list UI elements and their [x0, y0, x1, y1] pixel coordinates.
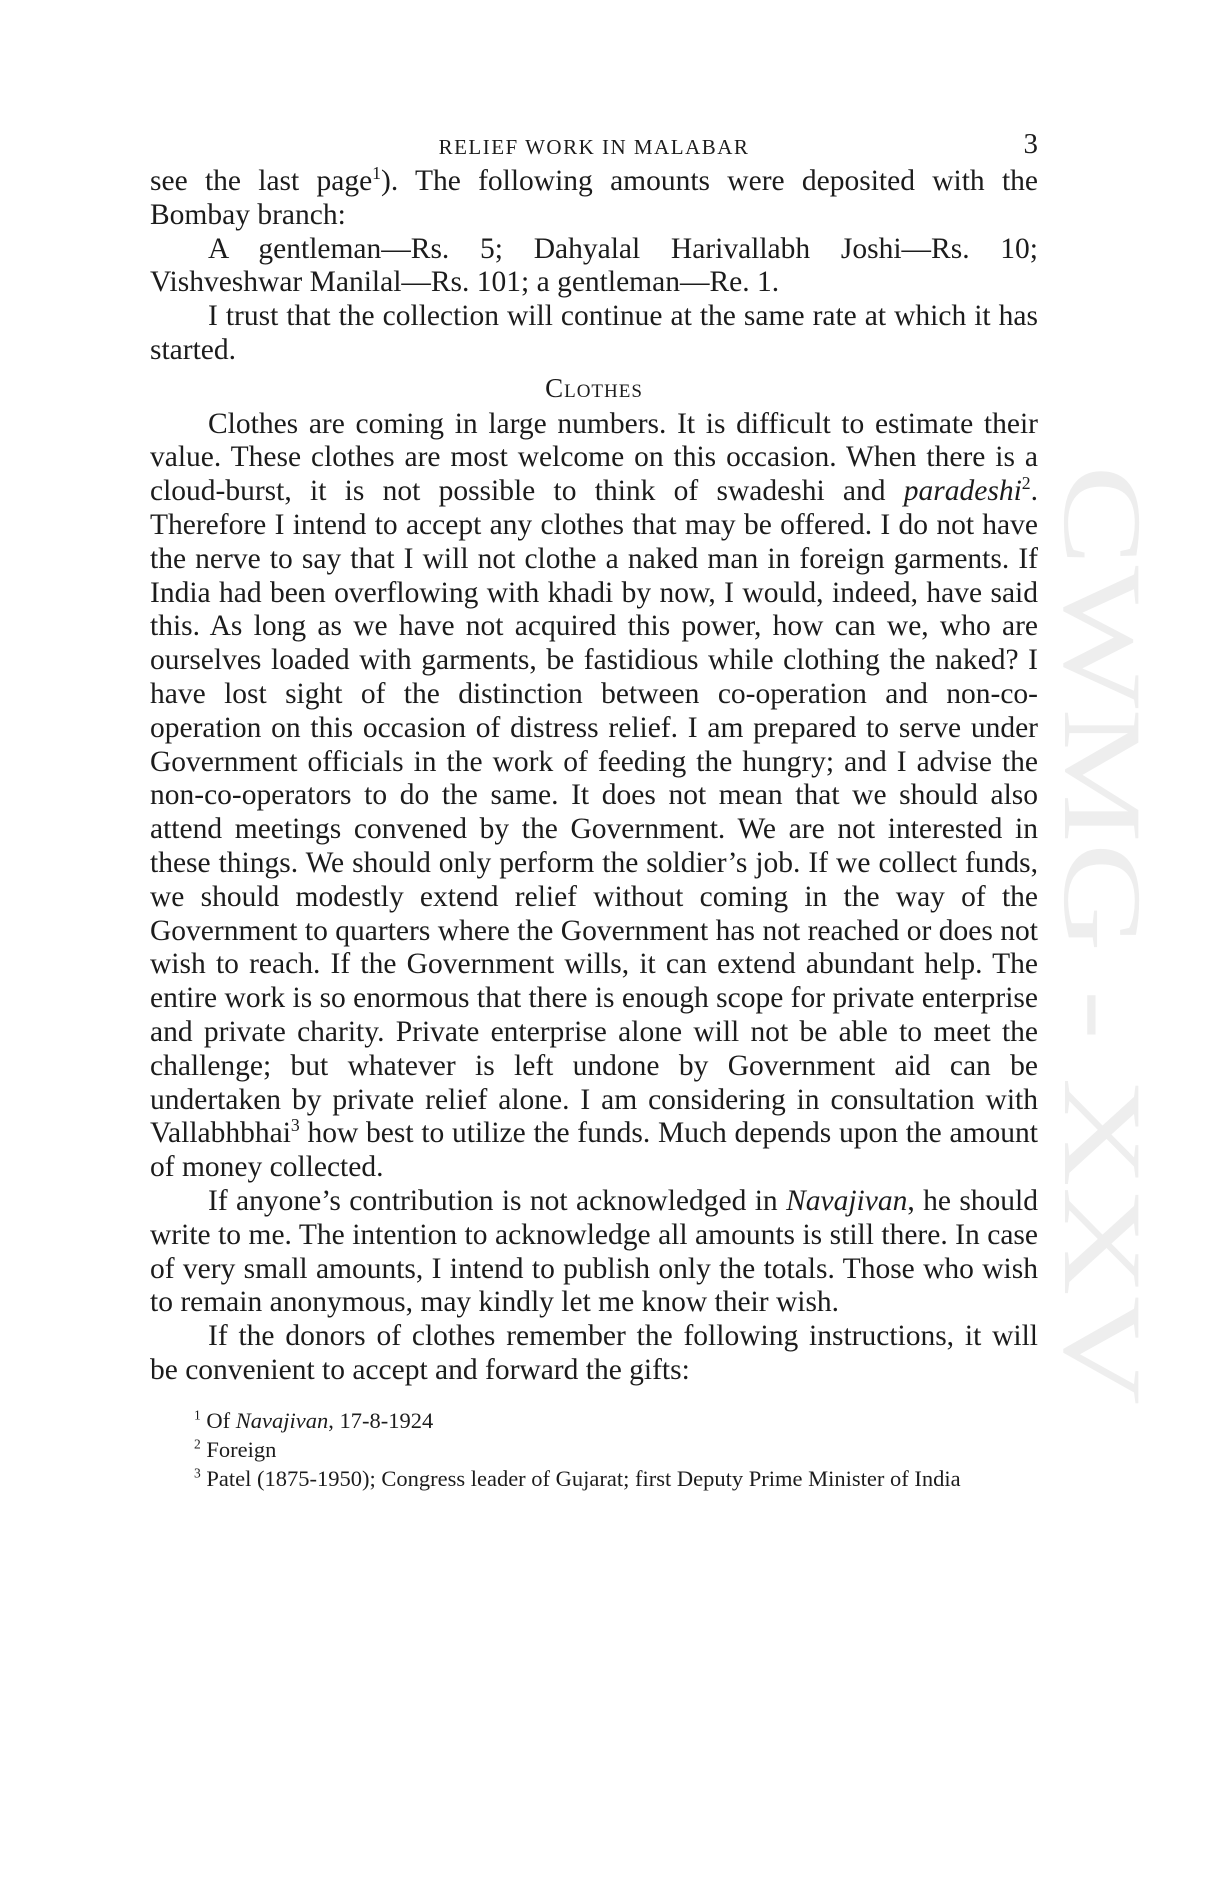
footnote-3: $^3$ Patel (1875-1950); Congress leader of Gujarat; first Deputy Prime Minister of India	[194, 1465, 961, 1491]
footnote-ref-2: 2	[1021, 473, 1031, 494]
footnote-ref-3: 3	[290, 1115, 300, 1136]
body-text	[150, 165, 1038, 1388]
running-title: RELIEF WORK IN MALABAR	[438, 135, 750, 159]
running-header	[150, 125, 1038, 165]
footnotes	[150, 1406, 1038, 1493]
footnote-2: $^2$ Foreign	[194, 1436, 277, 1462]
paragraph-5: If anyone’s contribution is not acknowledged in Navajivan, he should write to me. The intention to acknowledge all amounts is still there. In case of very small amounts, I intend to publish only the totals. Those who wish to remain anonymous, may kindly let me know their wish.	[150, 1184, 1038, 1319]
page-number: 3	[1023, 128, 1038, 160]
section-heading: Clothes	[545, 372, 643, 403]
page	[150, 125, 1038, 1493]
paragraph-6: If the donors of clothes remember the following instructions, it will be convenient to accept and forward the gifts:	[150, 1320, 1038, 1386]
paragraph-1: see the last page$^1$). The following amounts were deposited with the Bombay branch:	[150, 163, 1038, 231]
watermark-text: CWMG - XXV	[1040, 465, 1164, 1162]
paragraph-3: I trust that the collection will continue at the same rate at which it has started.	[150, 300, 1038, 366]
footnote-ref-1: 1	[372, 163, 382, 184]
paragraph-clothes: Clothes are coming in large numbers. It is difficult to estimate their value. These clothes are most welcome on this occasion. When there is a cloud-burst, it is not possible to think of swadeshi and paradeshi$^2$. Therefore I intend to accept any clothes that may be offered. I do not have the nerve to say that I will not clothe a naked man in foreign garments. If India had been overflowing with khadi by now, I would, indeed, have said this. As long as we have not acquired this power, how can we, who are ourselves loaded with garments, be fastidious while clothing the naked? I have lost sight of the distinction between co-operation and non-co-operation on this occasion of distress relief. I am prepared to serve under Government officials in the work of feeding the hungry; and I advise the non-co-operators to do the same. It does not mean that we should also attend meetings convened by the Government. We are not interested in these things. We should only perform the soldier’s job. If we collect funds, we should modestly extend relief without coming in the way of the Government to quarters where the Government has not reached or does not wish to reach. If the Government wills, it can extend abundant help. The entire work is so enormous that there is enough scope for private enterprise and private charity. Private enterprise alone will not be able to meet the challenge; but whatever is left undone by Government aid can be undertaken by private relief alone. I am considering in consultation with Vallabhbhai$^3$ how best to utilize the funds. Much depends upon the amount of money collected.	[150, 407, 1039, 1184]
watermark	[1030, 455, 1205, 1415]
footnote-1: $^1$ Of Navajivan, 17-8-1924	[194, 1407, 434, 1433]
paragraph-donations: A gentleman—Rs. 5; Dahyalal Harivallabh Joshi—Rs. 10; Vishveshwar Manilal—Rs. 101; a gentleman—Re. 1.	[150, 232, 1038, 299]
